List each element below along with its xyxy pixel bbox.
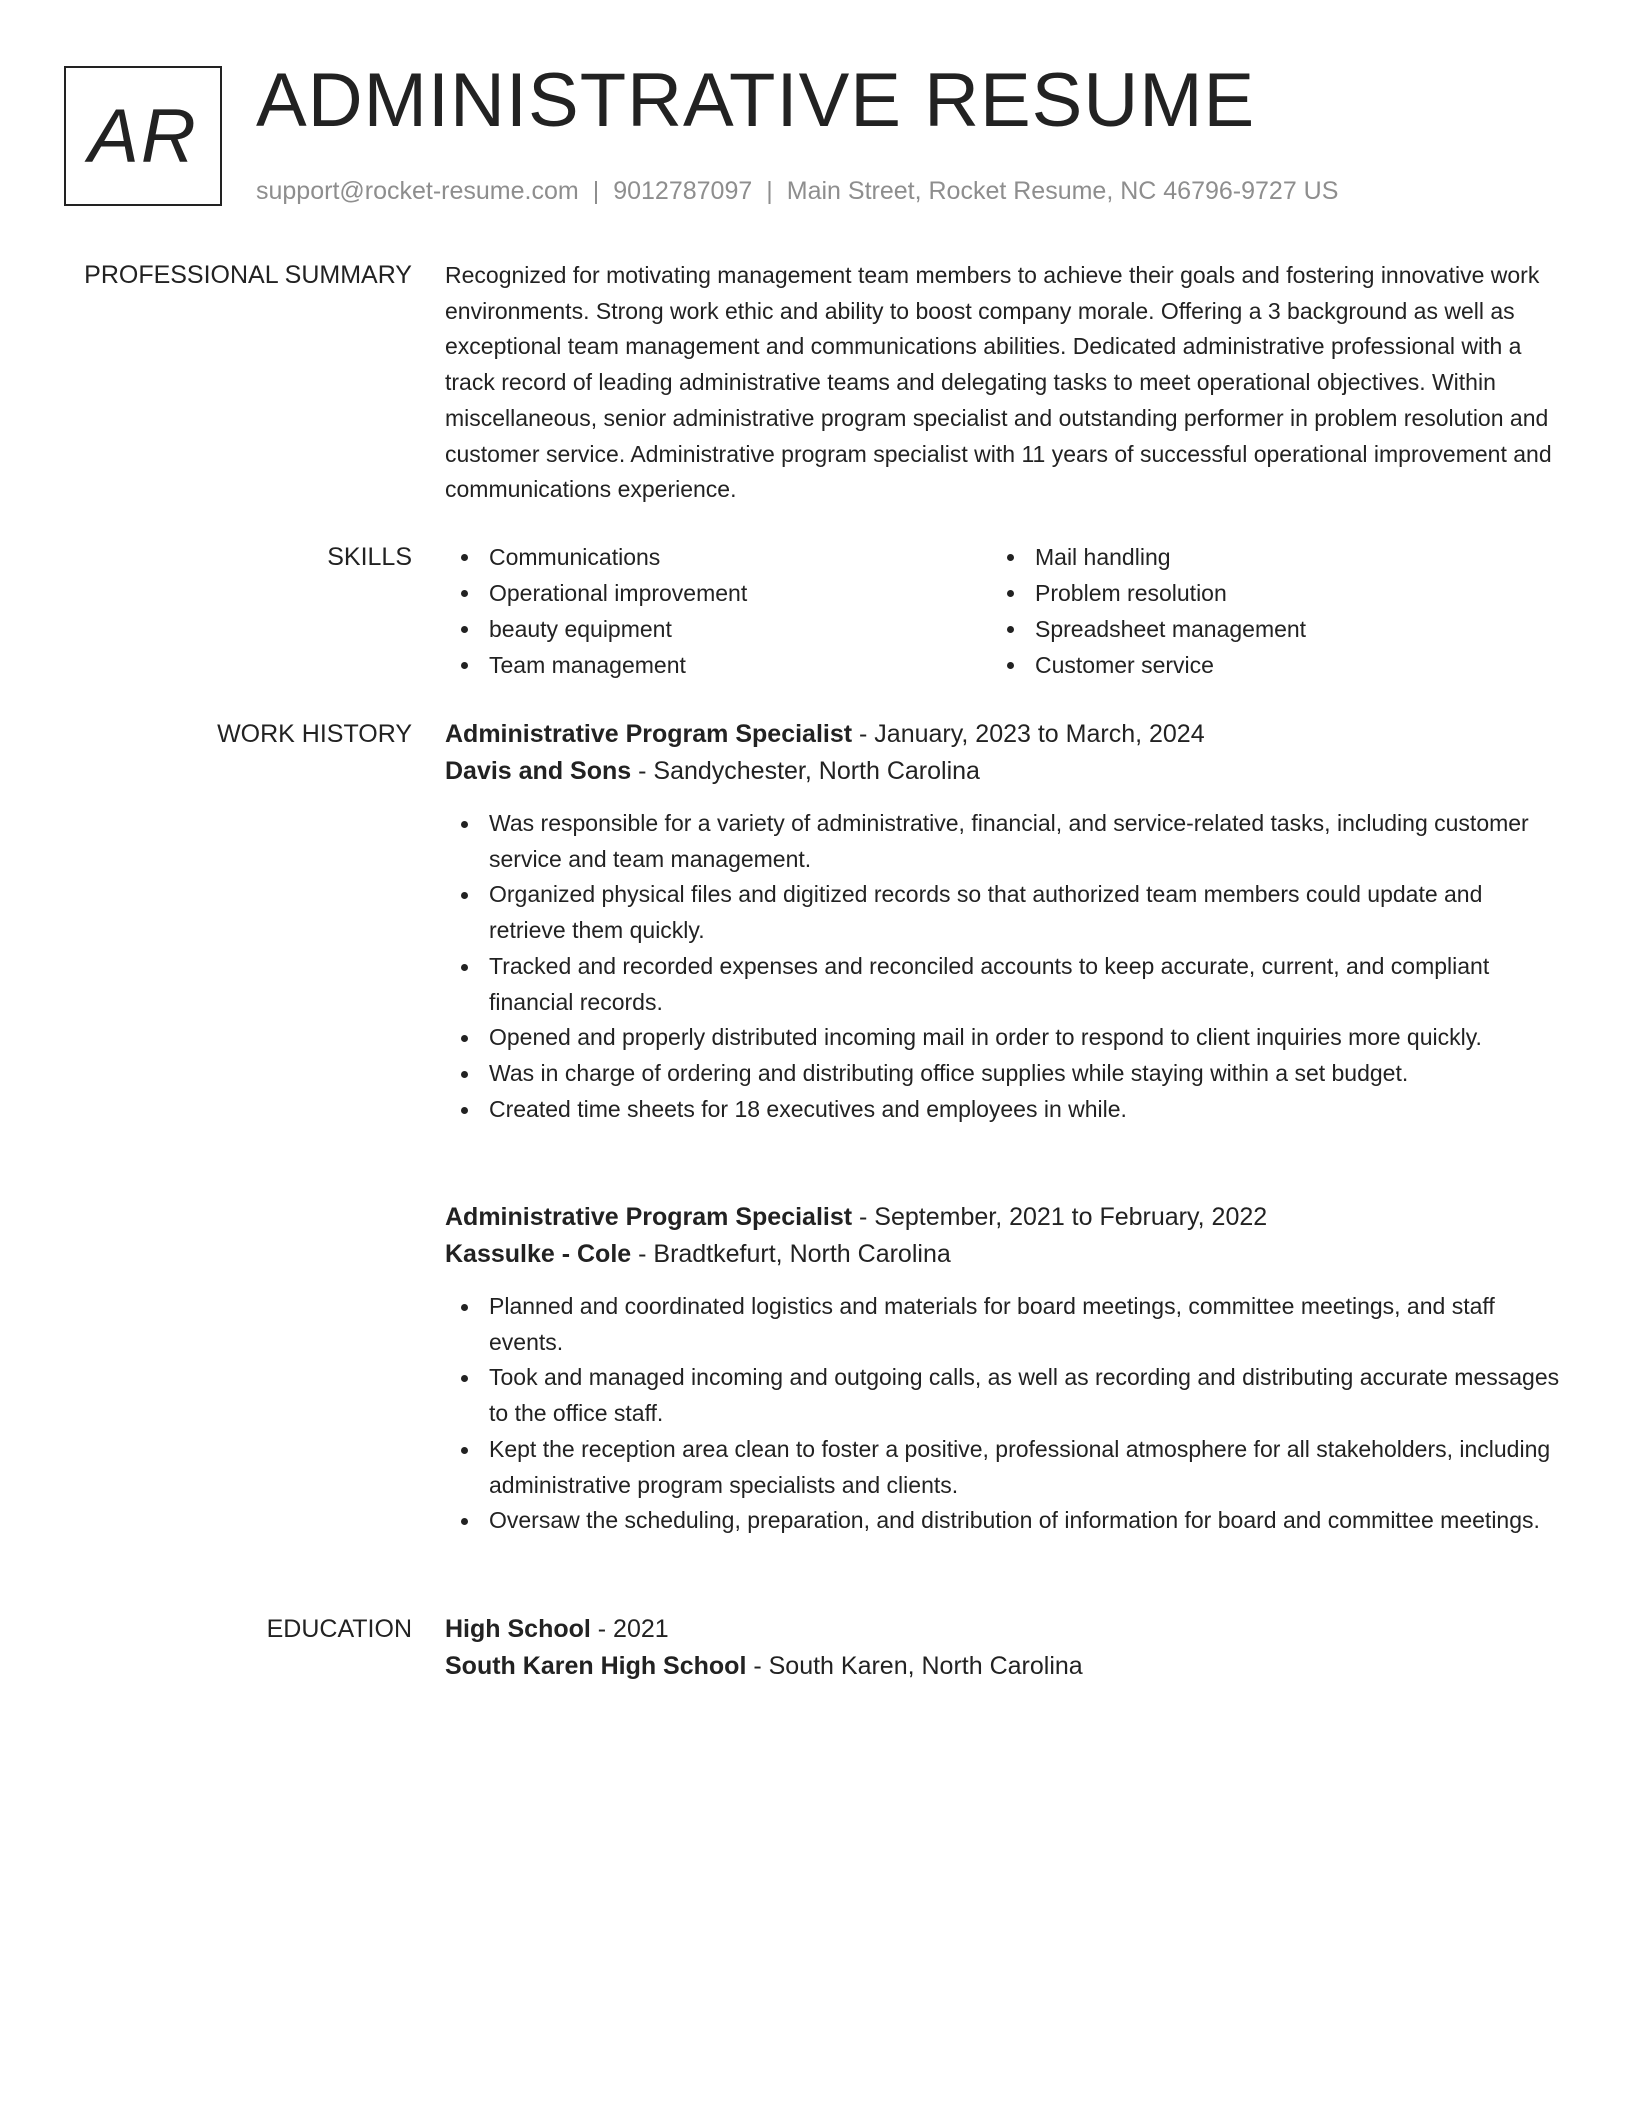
resume-title: ADMINISTRATIVE RESUME	[256, 58, 1256, 143]
contact-line	[256, 174, 1338, 208]
job-bullet-list	[445, 806, 1560, 1127]
job-title: Administrative Program Specialist	[445, 720, 853, 748]
skill-item: Operational improvement	[445, 575, 991, 611]
contact-separator: |	[592, 177, 600, 205]
job-bullet: Took and managed incoming and outgoing calls, as well as recording and distributing accurate messages to the office staff.	[445, 1360, 1560, 1431]
skills-body	[445, 539, 1560, 683]
summary-body	[445, 258, 1560, 508]
job-company: Davis and Sons	[445, 757, 632, 785]
education-location: - South Karen, North Carolina	[746, 1652, 1083, 1680]
job-bullet: Was responsible for a variety of administrative, financial, and service-related tasks, including customer service and team management.	[445, 806, 1560, 877]
education-year: - 2021	[590, 1615, 669, 1643]
contact-separator: |	[766, 177, 773, 205]
job-bullet: Was in charge of ordering and distributing office supplies while staying within a set budget.	[445, 1056, 1560, 1092]
job-location: - Bradtkefurt, North Carolina	[631, 1240, 951, 1268]
job-company-line	[445, 753, 1560, 790]
education-school-line	[445, 1648, 1560, 1685]
job-entry	[445, 1199, 1560, 1539]
job-bullet: Oversaw the scheduling, preparation, and distribution of information for board and committee meetings.	[445, 1503, 1560, 1539]
job-dates: - January, 2023 to March, 2024	[852, 720, 1205, 748]
monogram-logo	[64, 66, 222, 206]
skills-column-left	[445, 539, 991, 683]
job-bullet: Planned and coordinated logistics and materials for board meetings, committee meetings, and staff events.	[445, 1289, 1560, 1360]
job-bullet: Created time sheets for 18 executives and employees in while.	[445, 1092, 1560, 1128]
skills-column-right	[991, 539, 1537, 683]
monogram-text: AR	[88, 93, 198, 179]
job-title-line	[445, 716, 1560, 753]
job-company-line	[445, 1236, 1560, 1273]
skill-item: Customer service	[991, 647, 1537, 683]
summary-heading: PROFESSIONAL SUMMARY	[84, 261, 412, 289]
job-company: Kassulke - Cole	[445, 1240, 632, 1268]
skill-item: Communications	[445, 539, 991, 575]
job-title: Administrative Program Specialist	[445, 1203, 853, 1231]
skills-heading: SKILLS	[327, 543, 412, 571]
job-bullet: Opened and properly distributed incoming mail in order to respond to client inquiries more quickly.	[445, 1020, 1560, 1056]
education-degree: High School	[445, 1615, 591, 1643]
skill-item: Problem resolution	[991, 575, 1537, 611]
education-degree-line	[445, 1611, 1560, 1648]
contact-email[interactable]: support@rocket-resume.com	[256, 177, 579, 205]
job-location: - Sandychester, North Carolina	[631, 757, 980, 785]
skill-item: beauty equipment	[445, 611, 991, 647]
education-entry	[445, 1611, 1560, 1685]
job-bullet: Organized physical files and digitized records so that authorized team members could update and retrieve them quickly.	[445, 877, 1560, 948]
contact-address: Main Street, Rocket Resume, NC 46796-9727 US	[786, 177, 1339, 205]
summary-text: Recognized for motivating management team members to achieve their goals and fostering innovative work environments. Strong work ethic and ability to boost company morale. Offering a 3 background as well as exceptional team management and communications abilities. Dedicated administrative professional with a track record of leading administrative teams and delegating tasks to meet operational objectives. Within miscellaneous, senior administrative program specialist and outstanding performer in problem resolution and customer service. Administrative program specialist with 11 years of successful operational improvement and communications experience.	[445, 262, 1552, 503]
skill-item: Spreadsheet management	[991, 611, 1537, 647]
skill-item: Team management	[445, 647, 991, 683]
job-title-line	[445, 1199, 1560, 1236]
skills-grid	[445, 539, 1560, 683]
job-bullet-list	[445, 1289, 1560, 1539]
job-bullet: Kept the reception area clean to foster a positive, professional atmosphere for all stakeholders, including administrative program specialists and clients.	[445, 1432, 1560, 1503]
work-history-heading: WORK HISTORY	[217, 720, 412, 748]
job-entry	[445, 716, 1560, 1127]
education-school: South Karen High School	[445, 1652, 747, 1680]
skill-item: Mail handling	[991, 539, 1537, 575]
job-dates: - September, 2021 to February, 2022	[852, 1203, 1268, 1231]
education-heading: EDUCATION	[266, 1615, 412, 1643]
contact-phone[interactable]: 9012787097	[613, 177, 753, 205]
job-bullet: Tracked and recorded expenses and reconciled accounts to keep accurate, current, and compliant financial records.	[445, 949, 1560, 1020]
